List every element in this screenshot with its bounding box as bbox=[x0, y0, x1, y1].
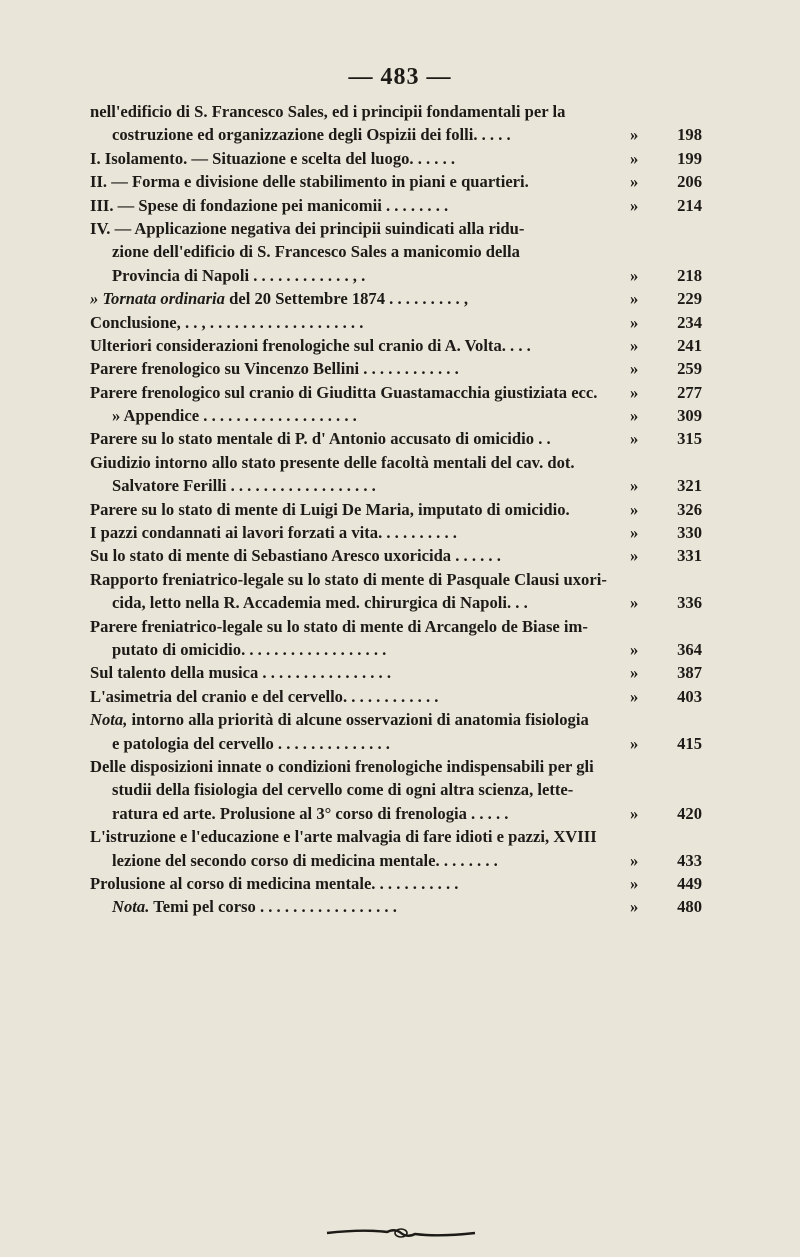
toc-entry-text: I. Isolamento. — Situazione e scelta del luogo. . . . . . bbox=[90, 148, 456, 168]
toc-entry bbox=[90, 544, 702, 567]
toc-entry bbox=[90, 732, 702, 755]
toc-entry-title bbox=[90, 311, 363, 334]
toc-page-number: 259 bbox=[677, 359, 702, 379]
toc-entry-title bbox=[90, 381, 597, 404]
toc-entry bbox=[90, 474, 702, 497]
toc-entry bbox=[90, 451, 702, 474]
toc-entry bbox=[90, 100, 702, 123]
toc-entry-text: ratura ed arte. Prolusione al 3° corso di frenologia . . . . . bbox=[112, 803, 509, 823]
toc-page-number: 229 bbox=[677, 289, 702, 309]
toc-entry-title bbox=[90, 872, 458, 895]
toc-entry-text: III. — Spese di fondazione pei manicomii . . . . . . . . bbox=[90, 195, 449, 215]
toc-page-number: 198 bbox=[677, 125, 702, 145]
toc-entry-text: Su lo stato di mente di Sebastiano Aresco uxoricida . . . . . . bbox=[90, 546, 501, 566]
toc-entry bbox=[90, 849, 702, 872]
toc-entry-text: Delle disposizioni innate o condizioni frenologiche indispensabili per gli bbox=[90, 756, 594, 776]
toc-page-ref: » 199 bbox=[630, 148, 702, 168]
toc-entry-text: Ulteriori considerazioni frenologiche sul cranio di A. Volta. . . . bbox=[90, 335, 531, 355]
toc-entry-text: del 20 Settembre 1874 . . . . . . . . . , bbox=[224, 289, 468, 309]
toc-entry bbox=[90, 895, 702, 918]
toc-entry bbox=[90, 568, 702, 591]
toc-page-number: 326 bbox=[677, 499, 702, 519]
toc-page-number: 234 bbox=[677, 312, 702, 332]
toc-entry-text: lezione del secondo corso di medicina mentale. . . . . . . . bbox=[112, 850, 498, 870]
toc-page-number: 309 bbox=[677, 406, 702, 426]
toc-entry bbox=[90, 264, 702, 287]
toc-page-ref: » 309 bbox=[630, 406, 702, 426]
toc-entry bbox=[90, 708, 702, 731]
toc-entry-text: Salvatore Ferilli . . . . . . . . . . . . . . . . . . bbox=[112, 476, 376, 496]
toc-page-number: 480 bbox=[677, 897, 702, 917]
toc-entry-text: Temi pel corso . . . . . . . . . . . . . . . . . bbox=[149, 897, 397, 917]
toc-entry bbox=[90, 123, 702, 146]
toc-page-number: 214 bbox=[677, 195, 702, 215]
toc-entry-title bbox=[90, 732, 390, 755]
toc-entry-title bbox=[90, 849, 498, 872]
toc-page-number: 364 bbox=[677, 639, 702, 659]
toc-page-ref: » 259 bbox=[630, 359, 702, 379]
toc-entry-title bbox=[90, 498, 570, 521]
toc-entry-title bbox=[90, 404, 357, 427]
toc-entry bbox=[90, 638, 702, 661]
toc-page-number: 403 bbox=[677, 686, 702, 706]
toc-entry bbox=[90, 357, 702, 380]
toc-page-ref: » 330 bbox=[630, 523, 702, 543]
toc-entry-text: zione dell'edificio di S. Francesco Sales a manicomio della bbox=[112, 242, 520, 262]
toc-entry-title bbox=[90, 170, 529, 193]
toc-entry-title bbox=[90, 194, 448, 217]
toc-page-ref: » 331 bbox=[630, 546, 702, 566]
toc-entry-italic: Nota, bbox=[90, 710, 128, 730]
toc-entry-text: » Appendice . . . . . . . . . . . . . . . . . . . bbox=[112, 406, 357, 426]
toc-page-ref: » 449 bbox=[630, 873, 702, 893]
toc-entry bbox=[90, 427, 702, 450]
toc-page-ref: » 315 bbox=[630, 429, 702, 449]
toc-entry-text: Parere su lo stato mentale di P. d' Antonio accusato di omicidio . . bbox=[90, 429, 551, 449]
toc-page-ref: » 415 bbox=[630, 733, 702, 753]
toc-entry bbox=[90, 217, 702, 240]
toc-entry-title bbox=[90, 638, 386, 661]
toc-page-number: 330 bbox=[677, 523, 702, 543]
toc-entry bbox=[90, 778, 702, 801]
toc-page-ref: » 326 bbox=[630, 499, 702, 519]
toc-entry bbox=[90, 825, 702, 848]
page-number: — 483 — bbox=[348, 64, 452, 90]
toc-entry-title bbox=[90, 661, 391, 684]
toc-entry-text: studii della fisiologia del cervello come di ogni altra scienza, lette- bbox=[112, 780, 574, 800]
toc-page-ref: » 364 bbox=[630, 639, 702, 659]
toc-entry-title bbox=[90, 591, 528, 614]
toc-entry-text: cida, letto nella R. Accademia med. chirurgica di Napoli. . . bbox=[112, 593, 528, 613]
toc-entry-title bbox=[90, 474, 376, 497]
toc-page-ref: » 480 bbox=[630, 897, 702, 917]
toc-entry-text: intorno alla priorità di alcune osservazioni di anatomia fisiologia bbox=[127, 710, 589, 730]
toc-entry-text: costruzione ed organizzazione degli Ospizii dei folli. . . . . bbox=[112, 125, 511, 145]
toc-page-number: 420 bbox=[677, 803, 702, 823]
toc-entry bbox=[90, 404, 702, 427]
toc-entry-title bbox=[90, 544, 501, 567]
toc-entry-text: Parere frenologico sul cranio di Giuditta Guastamacchia giustiziata ecc. bbox=[90, 382, 598, 402]
toc-page-ref: » 229 bbox=[630, 289, 702, 309]
toc-page-number: 277 bbox=[677, 382, 702, 402]
toc-page-number: 449 bbox=[677, 873, 702, 893]
toc-page-number: 315 bbox=[677, 429, 702, 449]
toc-page-ref: » 336 bbox=[630, 593, 702, 613]
toc-entry bbox=[90, 802, 702, 825]
toc-page-number: 331 bbox=[677, 546, 702, 566]
toc-page-ref: » 387 bbox=[630, 663, 702, 683]
toc-entry-text: IV. — Applicazione negativa dei principii suindicati alla ridu- bbox=[90, 218, 525, 238]
toc-entry-title bbox=[90, 357, 459, 380]
toc-entry-title bbox=[90, 217, 524, 240]
toc-entry-text: putato di omicidio. . . . . . . . . . . . . . . . . . bbox=[112, 639, 387, 659]
toc-entry-text: Parere freniatrico-legale su lo stato di mente di Arcangelo de Biase im- bbox=[90, 616, 588, 636]
toc-entry-title bbox=[90, 240, 520, 263]
toc-page-ref: » 433 bbox=[630, 850, 702, 870]
toc-page-ref: » 206 bbox=[630, 172, 702, 192]
toc-entry-title bbox=[90, 427, 551, 450]
toc-entry bbox=[90, 661, 702, 684]
toc-entry-text: L'asimetria del cranio e del cervello. . . . . . . . . . . . bbox=[90, 686, 439, 706]
toc-entry bbox=[90, 311, 702, 334]
toc-entry-text: I pazzi condannati ai lavori forzati a vita. . . . . . . . . . bbox=[90, 523, 457, 543]
toc-page-number: 433 bbox=[677, 850, 702, 870]
toc-entry-italic: » Tornata ordinaria bbox=[90, 289, 225, 309]
toc-page-ref: » 277 bbox=[630, 382, 702, 402]
toc-entry-italic: Nota. bbox=[112, 897, 150, 917]
toc-page-ref: » 198 bbox=[630, 125, 702, 145]
toc-entry-title bbox=[90, 615, 588, 638]
toc-entry-text: Conclusione, . . , . . . . . . . . . . . . . . . . . . . bbox=[90, 312, 364, 332]
toc-page-number: 336 bbox=[677, 593, 702, 613]
toc-entry-title bbox=[90, 825, 597, 848]
toc-entry-text: Sul talento della musica . . . . . . . . . . . . . . . . bbox=[90, 663, 392, 683]
toc-page-number: 199 bbox=[677, 148, 702, 168]
toc-page-ref: » 321 bbox=[630, 476, 702, 496]
toc-entry-title bbox=[90, 264, 365, 287]
toc-page-ref: » 214 bbox=[630, 195, 702, 215]
toc-page-number: 218 bbox=[677, 265, 702, 285]
toc-entry bbox=[90, 615, 702, 638]
toc-entry-title bbox=[90, 755, 594, 778]
toc-page-ref: » 420 bbox=[630, 803, 702, 823]
toc-entry-title bbox=[90, 334, 531, 357]
toc-entry bbox=[90, 498, 702, 521]
toc-page-number: 241 bbox=[677, 335, 702, 355]
toc-entry bbox=[90, 591, 702, 614]
toc-entry-title bbox=[90, 123, 511, 146]
toc-entry-text: Parere frenologico su Vincenzo Bellini . . . . . . . . . . . . bbox=[90, 359, 459, 379]
toc-entry-title bbox=[90, 287, 468, 310]
toc-entry-text: Rapporto freniatrico-legale su lo stato di mente di Pasquale Clausi uxori- bbox=[90, 569, 607, 589]
toc-entry-title bbox=[90, 100, 565, 123]
toc-entry bbox=[90, 521, 702, 544]
toc-page-ref: » 234 bbox=[630, 312, 702, 332]
ornament-divider bbox=[325, 1227, 477, 1239]
toc-entry-title bbox=[90, 568, 607, 591]
toc-entry-text: Prolusione al corso di medicina mentale. . . . . . . . . . . bbox=[90, 873, 459, 893]
toc-entry-text: L'istruzione e l'educazione e l'arte malvagia di fare idioti e pazzi, XVIII bbox=[90, 827, 597, 847]
toc-page-number: 387 bbox=[677, 663, 702, 683]
toc-entry bbox=[90, 147, 702, 170]
toc-entry-title bbox=[90, 895, 397, 918]
toc-entry-text: Giudizio intorno allo stato presente delle facoltà mentali del cav. dot. bbox=[90, 452, 575, 472]
toc-entry bbox=[90, 381, 702, 404]
toc-entry-text: Provincia di Napoli . . . . . . . . . . . . , . bbox=[112, 265, 366, 285]
toc-entry bbox=[90, 872, 702, 895]
toc-entry bbox=[90, 194, 702, 217]
toc-entry-title bbox=[90, 708, 589, 731]
toc-entry-text: nell'edificio di S. Francesco Sales, ed i principii fondamentali per la bbox=[90, 102, 566, 121]
toc-entry-title bbox=[90, 685, 438, 708]
toc-entry-text: Parere su lo stato di mente di Luigi De Maria, imputato di omicidio. bbox=[90, 499, 570, 519]
toc-entry-text: e patologia del cervello . . . . . . . . . . . . . . bbox=[112, 733, 390, 753]
table-of-contents bbox=[90, 100, 702, 919]
toc-entry-title bbox=[90, 451, 575, 474]
toc-entry-title bbox=[90, 147, 455, 170]
toc-entry bbox=[90, 685, 702, 708]
toc-page-ref: » 403 bbox=[630, 686, 702, 706]
toc-entry bbox=[90, 287, 702, 310]
toc-entry-text: II. — Forma e divisione delle stabilimento in piani e quartieri. bbox=[90, 172, 529, 192]
toc-page-ref: » 218 bbox=[630, 265, 702, 285]
toc-entry bbox=[90, 334, 702, 357]
toc-page-number: 415 bbox=[677, 733, 702, 753]
toc-entry bbox=[90, 755, 702, 778]
toc-entry-title bbox=[90, 778, 573, 801]
toc-entry bbox=[90, 240, 702, 263]
toc-page-number: 206 bbox=[677, 172, 702, 192]
toc-entry-title bbox=[90, 802, 508, 825]
toc-entry bbox=[90, 170, 702, 193]
toc-entry-title bbox=[90, 521, 457, 544]
toc-page-number: 321 bbox=[677, 476, 702, 496]
toc-page-ref: » 241 bbox=[630, 335, 702, 355]
